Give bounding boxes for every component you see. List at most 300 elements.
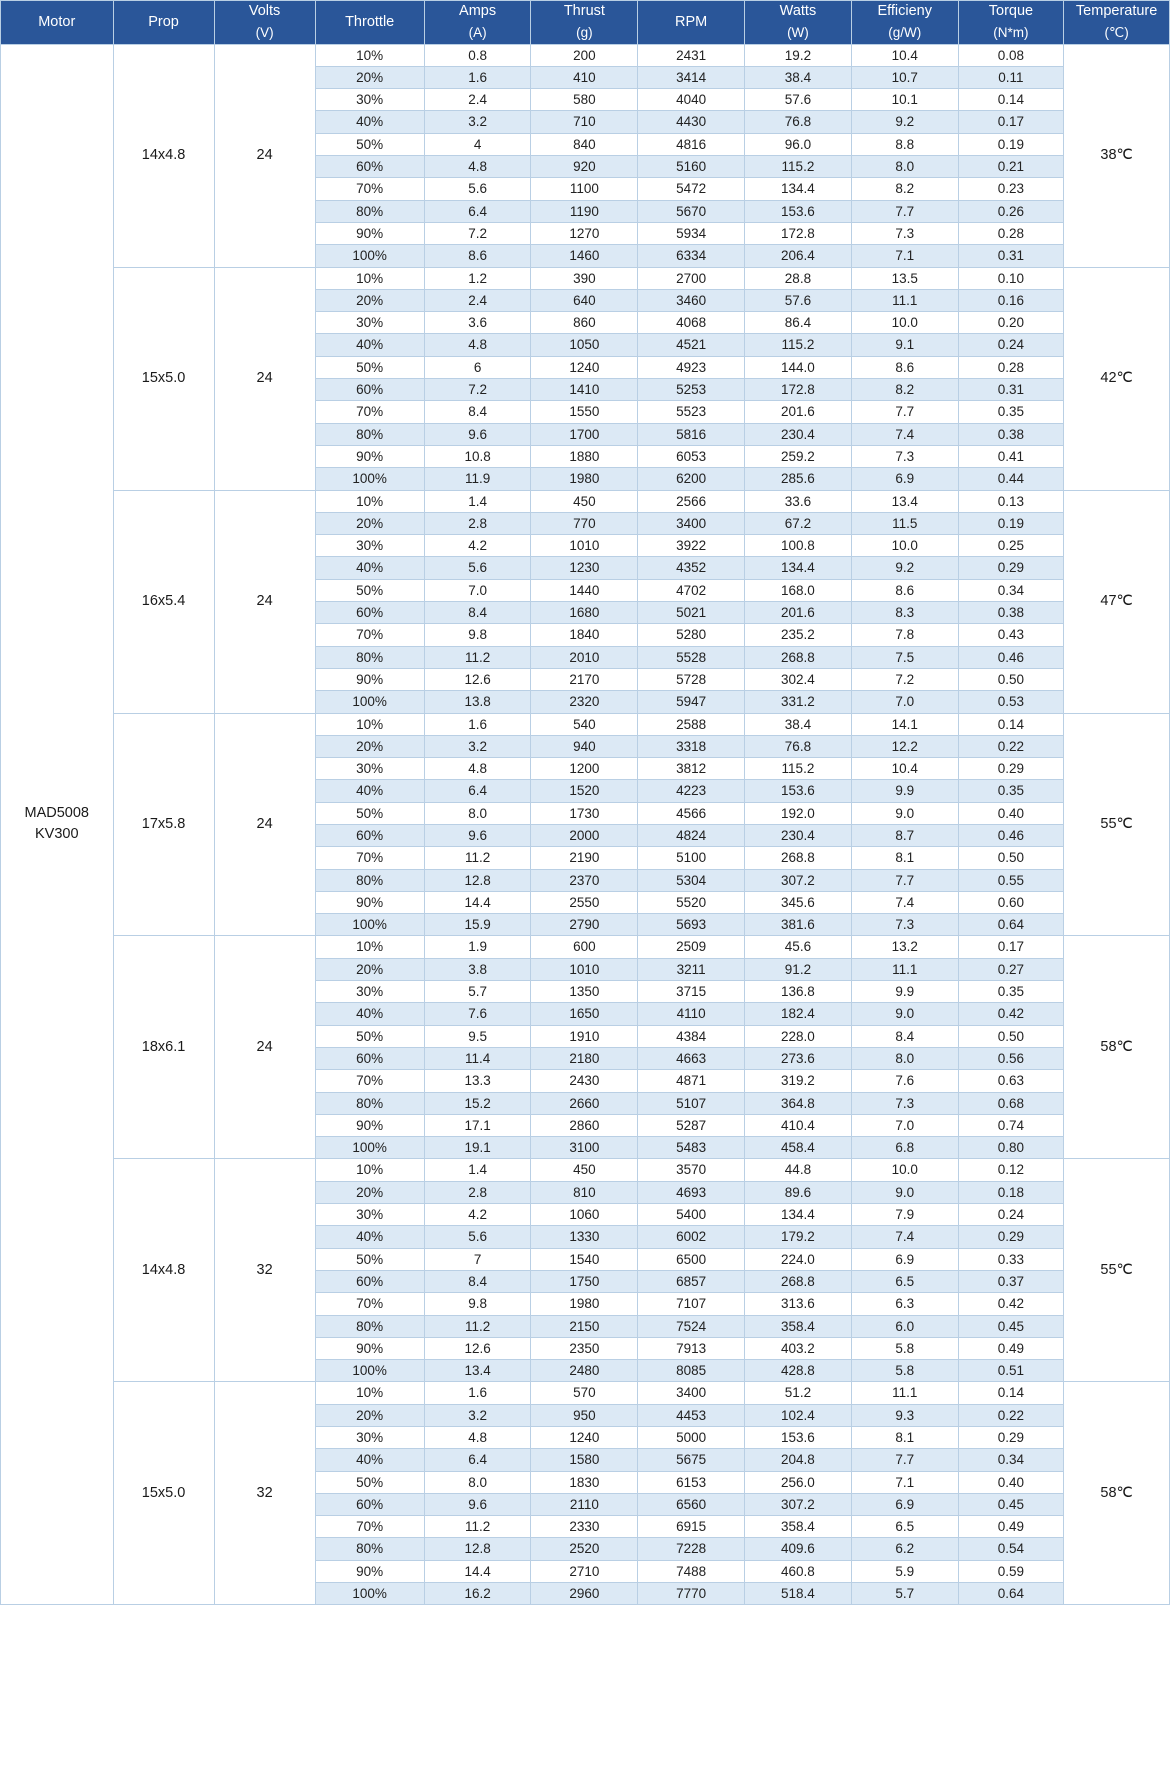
watts-cell: 179.2 [745,1226,852,1248]
rpm-cell: 6500 [638,1248,745,1270]
watts-cell: 144.0 [745,356,852,378]
amps-cell: 19.1 [424,1137,531,1159]
thrust-cell: 2960 [531,1583,638,1605]
torque-cell: 0.56 [958,1047,1064,1069]
rpm-cell: 5528 [638,646,745,668]
watts-cell: 44.8 [745,1159,852,1181]
table-row [1,490,1170,512]
amps-cell: 7.2 [424,379,531,401]
rpm-cell: 7107 [638,1293,745,1315]
efficiency-cell: 7.5 [851,646,958,668]
throttle-cell: 80% [315,869,424,891]
column-header-watts-label: Watts [779,3,817,19]
torque-cell: 0.31 [958,245,1064,267]
watts-cell: 331.2 [745,691,852,713]
watts-cell: 96.0 [745,133,852,155]
amps-cell: 12.6 [424,1337,531,1359]
watts-cell: 268.8 [745,1270,852,1292]
efficiency-cell: 6.3 [851,1293,958,1315]
thrust-cell: 2180 [531,1047,638,1069]
column-header-torque [958,1,1064,45]
efficiency-cell: 7.7 [851,1449,958,1471]
throttle-cell: 20% [315,289,424,311]
amps-cell: 4.8 [424,156,531,178]
amps-cell: 8.4 [424,602,531,624]
torque-cell: 0.50 [958,1025,1064,1047]
amps-cell: 9.6 [424,423,531,445]
rpm-cell: 5160 [638,156,745,178]
throttle-cell: 20% [315,735,424,757]
torque-cell: 0.64 [958,914,1064,936]
thrust-cell: 2550 [531,891,638,913]
rpm-cell: 5816 [638,423,745,445]
amps-cell: 15.2 [424,1092,531,1114]
rpm-cell: 5693 [638,914,745,936]
watts-cell: 33.6 [745,490,852,512]
efficiency-cell: 8.2 [851,178,958,200]
thrust-cell: 1330 [531,1226,638,1248]
column-header-watts [745,1,852,45]
watts-cell: 460.8 [745,1560,852,1582]
watts-cell: 115.2 [745,758,852,780]
column-header-throttle [315,1,424,45]
thrust-cell: 770 [531,512,638,534]
torque-cell: 0.19 [958,133,1064,155]
prop-cell: 14x4.8 [113,44,214,267]
efficiency-cell: 6.0 [851,1315,958,1337]
watts-cell: 76.8 [745,111,852,133]
amps-cell: 8.0 [424,1471,531,1493]
thrust-cell: 1830 [531,1471,638,1493]
temperature-cell: 55℃ [1064,1159,1170,1382]
volts-cell: 24 [214,936,315,1159]
watts-cell: 45.6 [745,936,852,958]
thrust-cell: 540 [531,713,638,735]
throttle-cell: 80% [315,200,424,222]
throttle-cell: 80% [315,1315,424,1337]
torque-cell: 0.13 [958,490,1064,512]
amps-cell: 16.2 [424,1583,531,1605]
torque-cell: 0.19 [958,512,1064,534]
efficiency-cell: 5.8 [851,1360,958,1382]
watts-cell: 100.8 [745,535,852,557]
thrust-cell: 390 [531,267,638,289]
torque-cell: 0.38 [958,602,1064,624]
rpm-cell: 7770 [638,1583,745,1605]
thrust-cell: 2000 [531,824,638,846]
amps-cell: 1.6 [424,713,531,735]
amps-cell: 5.7 [424,981,531,1003]
amps-cell: 9.8 [424,1293,531,1315]
watts-cell: 235.2 [745,624,852,646]
throttle-cell: 100% [315,1360,424,1382]
torque-cell: 0.45 [958,1315,1064,1337]
column-header-rpm-label: RPM [675,13,708,30]
throttle-cell: 90% [315,891,424,913]
watts-cell: 192.0 [745,802,852,824]
thrust-cell: 1680 [531,602,638,624]
table-row [1,267,1170,289]
watts-cell: 256.0 [745,1471,852,1493]
watts-cell: 364.8 [745,1092,852,1114]
thrust-cell: 450 [531,1159,638,1181]
amps-cell: 9.6 [424,1493,531,1515]
torque-cell: 0.24 [958,1204,1064,1226]
amps-cell: 2.8 [424,1181,531,1203]
rpm-cell: 6002 [638,1226,745,1248]
torque-cell: 0.34 [958,1449,1064,1471]
rpm-cell: 3211 [638,958,745,980]
efficiency-cell: 8.8 [851,133,958,155]
thrust-cell: 1190 [531,200,638,222]
amps-cell: 11.2 [424,646,531,668]
torque-cell: 0.41 [958,445,1064,467]
amps-cell: 1.4 [424,490,531,512]
torque-cell: 0.34 [958,579,1064,601]
torque-cell: 0.46 [958,646,1064,668]
torque-cell: 0.11 [958,66,1064,88]
watts-cell: 19.2 [745,44,852,66]
thrust-cell: 1910 [531,1025,638,1047]
thrust-cell: 1750 [531,1270,638,1292]
thrust-cell: 2010 [531,646,638,668]
throttle-cell: 30% [315,1427,424,1449]
volts-cell: 32 [214,1159,315,1382]
watts-cell: 230.4 [745,824,852,846]
throttle-cell: 50% [315,133,424,155]
throttle-cell: 100% [315,245,424,267]
efficiency-cell: 6.9 [851,1248,958,1270]
rpm-cell: 6153 [638,1471,745,1493]
torque-cell: 0.17 [958,936,1064,958]
thrust-cell: 1730 [531,802,638,824]
rpm-cell: 3400 [638,1382,745,1404]
rpm-cell: 7488 [638,1560,745,1582]
rpm-cell: 3922 [638,535,745,557]
throttle-cell: 10% [315,1382,424,1404]
torque-cell: 0.80 [958,1137,1064,1159]
column-header-volts-unit: (V) [255,25,274,41]
column-header-amps [424,1,531,45]
thrust-cell: 1700 [531,423,638,445]
column-header-amps-label: Amps [459,3,497,19]
watts-cell: 153.6 [745,200,852,222]
amps-cell: 8.4 [424,401,531,423]
watts-cell: 172.8 [745,379,852,401]
torque-cell: 0.46 [958,824,1064,846]
throttle-cell: 10% [315,713,424,735]
efficiency-cell: 6.9 [851,468,958,490]
temperature-cell: 55℃ [1064,713,1170,936]
volts-cell: 24 [214,490,315,713]
torque-cell: 0.14 [958,713,1064,735]
rpm-cell: 5100 [638,847,745,869]
thrust-cell: 1520 [531,780,638,802]
table-header [1,1,1170,45]
rpm-cell: 4223 [638,780,745,802]
column-header-rpm [638,1,745,45]
efficiency-cell: 9.3 [851,1404,958,1426]
torque-cell: 0.42 [958,1293,1064,1315]
throttle-cell: 50% [315,1025,424,1047]
rpm-cell: 5472 [638,178,745,200]
amps-cell: 0.8 [424,44,531,66]
torque-cell: 0.63 [958,1070,1064,1092]
watts-cell: 228.0 [745,1025,852,1047]
amps-cell: 14.4 [424,1560,531,1582]
thrust-cell: 2520 [531,1538,638,1560]
rpm-cell: 3414 [638,66,745,88]
rpm-cell: 4816 [638,133,745,155]
thrust-cell: 570 [531,1382,638,1404]
throttle-cell: 60% [315,602,424,624]
thrust-cell: 2430 [531,1070,638,1092]
column-header-prop [113,1,214,45]
throttle-cell: 30% [315,89,424,111]
thrust-cell: 1540 [531,1248,638,1270]
efficiency-cell: 13.4 [851,490,958,512]
throttle-cell: 60% [315,1270,424,1292]
rpm-cell: 5675 [638,1449,745,1471]
column-header-temperature-label: Temperature [1075,3,1158,19]
efficiency-cell: 7.2 [851,668,958,690]
watts-cell: 76.8 [745,735,852,757]
rpm-cell: 7524 [638,1315,745,1337]
efficiency-cell: 10.7 [851,66,958,88]
watts-cell: 153.6 [745,780,852,802]
rpm-cell: 5483 [638,1137,745,1159]
torque-cell: 0.49 [958,1516,1064,1538]
torque-cell: 0.35 [958,981,1064,1003]
thrust-cell: 920 [531,156,638,178]
rpm-cell: 2700 [638,267,745,289]
thrust-cell: 1840 [531,624,638,646]
rpm-cell: 4453 [638,1404,745,1426]
prop-cell: 17x5.8 [113,713,214,936]
watts-cell: 38.4 [745,713,852,735]
watts-cell: 182.4 [745,1003,852,1025]
temperature-cell: 58℃ [1064,1382,1170,1605]
rpm-cell: 5021 [638,602,745,624]
torque-cell: 0.49 [958,1337,1064,1359]
amps-cell: 5.6 [424,557,531,579]
throttle-cell: 50% [315,579,424,601]
efficiency-cell: 7.1 [851,1471,958,1493]
efficiency-cell: 9.1 [851,334,958,356]
amps-cell: 11.2 [424,1516,531,1538]
torque-cell: 0.43 [958,624,1064,646]
efficiency-cell: 7.4 [851,891,958,913]
table-row [1,44,1170,66]
throttle-cell: 50% [315,802,424,824]
throttle-cell: 100% [315,468,424,490]
thrust-cell: 2350 [531,1337,638,1359]
watts-cell: 358.4 [745,1315,852,1337]
watts-cell: 57.6 [745,289,852,311]
throttle-cell: 10% [315,1159,424,1181]
efficiency-cell: 8.6 [851,356,958,378]
thrust-cell: 860 [531,312,638,334]
rpm-cell: 6915 [638,1516,745,1538]
watts-cell: 518.4 [745,1583,852,1605]
amps-cell: 5.6 [424,1226,531,1248]
watts-cell: 89.6 [745,1181,852,1203]
thrust-cell: 1440 [531,579,638,601]
column-header-volts-label: Volts [248,3,281,19]
thrust-cell: 2710 [531,1560,638,1582]
amps-cell: 9.6 [424,824,531,846]
torque-cell: 0.40 [958,1471,1064,1493]
rpm-cell: 7913 [638,1337,745,1359]
efficiency-cell: 7.6 [851,1070,958,1092]
throttle-cell: 40% [315,1003,424,1025]
thrust-cell: 1010 [531,958,638,980]
efficiency-cell: 7.0 [851,691,958,713]
efficiency-cell: 9.2 [851,557,958,579]
rpm-cell: 2509 [638,936,745,958]
watts-cell: 57.6 [745,89,852,111]
throttle-cell: 70% [315,178,424,200]
throttle-cell: 70% [315,1293,424,1315]
column-header-prop-label: Prop [148,13,179,30]
watts-cell: 206.4 [745,245,852,267]
thrust-cell: 1240 [531,356,638,378]
temperature-cell: 47℃ [1064,490,1170,713]
watts-cell: 268.8 [745,646,852,668]
watts-cell: 86.4 [745,312,852,334]
thrust-cell: 2150 [531,1315,638,1337]
thrust-cell: 3100 [531,1137,638,1159]
amps-cell: 7.0 [424,579,531,601]
efficiency-cell: 9.0 [851,1003,958,1025]
thrust-cell: 410 [531,66,638,88]
watts-cell: 134.4 [745,178,852,200]
column-header-watts-unit: (W) [787,25,809,41]
rpm-cell: 6053 [638,445,745,467]
amps-cell: 2.8 [424,512,531,534]
amps-cell: 11.2 [424,1315,531,1337]
rpm-cell: 4871 [638,1070,745,1092]
amps-cell: 1.4 [424,1159,531,1181]
thrust-cell: 2170 [531,668,638,690]
amps-cell: 4.8 [424,758,531,780]
amps-cell: 13.8 [424,691,531,713]
throttle-cell: 10% [315,936,424,958]
thrust-cell: 1010 [531,535,638,557]
efficiency-cell: 7.9 [851,1204,958,1226]
torque-cell: 0.40 [958,802,1064,824]
watts-cell: 224.0 [745,1248,852,1270]
rpm-cell: 5253 [638,379,745,401]
watts-cell: 273.6 [745,1047,852,1069]
torque-cell: 0.31 [958,379,1064,401]
efficiency-cell: 7.3 [851,914,958,936]
throttle-cell: 80% [315,1538,424,1560]
torque-cell: 0.17 [958,111,1064,133]
amps-cell: 17.1 [424,1114,531,1136]
column-header-motor [1,1,114,45]
thrust-cell: 2190 [531,847,638,869]
thrust-cell: 840 [531,133,638,155]
torque-cell: 0.23 [958,178,1064,200]
watts-cell: 307.2 [745,1493,852,1515]
throttle-cell: 20% [315,958,424,980]
throttle-cell: 30% [315,1204,424,1226]
amps-cell: 8.4 [424,1270,531,1292]
amps-cell: 6.4 [424,1449,531,1471]
rpm-cell: 4068 [638,312,745,334]
efficiency-cell: 7.3 [851,445,958,467]
amps-cell: 6 [424,356,531,378]
thrust-cell: 1060 [531,1204,638,1226]
thrust-cell: 1240 [531,1427,638,1449]
torque-cell: 0.28 [958,356,1064,378]
watts-cell: 134.4 [745,1204,852,1226]
table-row [1,936,1170,958]
throttle-cell: 50% [315,1471,424,1493]
volts-cell: 24 [214,44,315,267]
column-header-throttle-label: Throttle [345,13,395,30]
efficiency-cell: 8.3 [851,602,958,624]
watts-cell: 458.4 [745,1137,852,1159]
watts-cell: 381.6 [745,914,852,936]
throttle-cell: 90% [315,445,424,467]
watts-cell: 134.4 [745,557,852,579]
efficiency-cell: 9.9 [851,981,958,1003]
efficiency-cell: 11.1 [851,958,958,980]
watts-cell: 268.8 [745,847,852,869]
amps-cell: 4.2 [424,535,531,557]
thrust-cell: 1100 [531,178,638,200]
torque-cell: 0.21 [958,156,1064,178]
watts-cell: 115.2 [745,334,852,356]
amps-cell: 11.4 [424,1047,531,1069]
torque-cell: 0.64 [958,1583,1064,1605]
throttle-cell: 70% [315,401,424,423]
rpm-cell: 3715 [638,981,745,1003]
efficiency-cell: 13.5 [851,267,958,289]
motor-name-line1: MAD5008 [24,805,89,822]
torque-cell: 0.20 [958,312,1064,334]
rpm-cell: 5304 [638,869,745,891]
rpm-cell: 4521 [638,334,745,356]
efficiency-cell: 9.9 [851,780,958,802]
efficiency-cell: 8.2 [851,379,958,401]
throttle-cell: 40% [315,111,424,133]
amps-cell: 3.2 [424,735,531,757]
throttle-cell: 30% [315,535,424,557]
watts-cell: 67.2 [745,512,852,534]
column-header-thrust [531,1,638,45]
rpm-cell: 7228 [638,1538,745,1560]
throttle-cell: 70% [315,847,424,869]
thrust-cell: 2860 [531,1114,638,1136]
torque-cell: 0.54 [958,1538,1064,1560]
watts-cell: 403.2 [745,1337,852,1359]
rpm-cell: 4693 [638,1181,745,1203]
efficiency-cell: 10.0 [851,535,958,557]
thrust-cell: 1350 [531,981,638,1003]
efficiency-cell: 11.1 [851,289,958,311]
torque-cell: 0.29 [958,557,1064,579]
torque-cell: 0.60 [958,891,1064,913]
rpm-cell: 6857 [638,1270,745,1292]
thrust-cell: 1980 [531,468,638,490]
amps-cell: 7.2 [424,222,531,244]
efficiency-cell: 9.0 [851,1181,958,1203]
amps-cell: 4.2 [424,1204,531,1226]
efficiency-cell: 12.2 [851,735,958,757]
